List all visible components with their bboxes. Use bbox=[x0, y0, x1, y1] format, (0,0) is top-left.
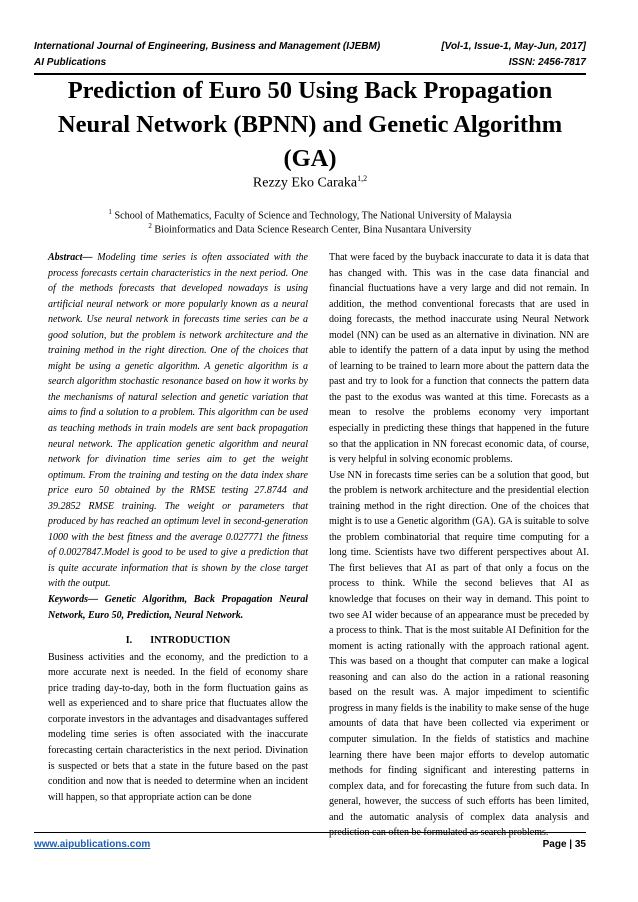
right-paragraph-1: That were faced by the buyback inaccurate to data it is data that has changed with. This was in the case data financial and financial fluctuations have a very large and did not remain. In addition, the method conventional forecasts that are used in doing forecasts, the method inaccurate using Neural Network model (NN) can be used as an alternative in divination. NN are able to identify the pattern of a data input by using the method of learning to be trained to learn more about the pattern data the past and try to look for a function that connects the pattern data the past to the exodus was wanted at this time. Forecasts as a mean to resolve the problems economy very important especially in predicting these things that happened in the future so that the application in NN forecast economic data, of course, is very helpful in solving economic problems. bbox=[329, 252, 589, 466]
abstract-label: Abstract— bbox=[48, 252, 93, 263]
publisher-name: AI Publications bbox=[34, 57, 107, 68]
affiliation-1-sup: 1 bbox=[108, 208, 112, 216]
right-paragraph-2: Use NN in forecasts time series can be a solution that good, but the problem is network architecture and the presidential election training method in the right direction. One of the choices that might is to use a Genetic algorithm (GA). GA is suitable to solve the problem combinatorial that require time computing for a long time. Scientists have two different perspectives about AI. The first believes that AI as part of that only a focus on the process to think. While the second believes that AI as knowledge that focuses on their way in demand. This point to two see AI wider because of an appearance must be preceded by a process to think. That is the most suitable AI Definition for the moment is acting rationally with the approach rational agent. This was based on a thought that computer can make a logical reasoning and can also do the action in a rational reasoning based on the result was. A major impediment to scientific progress in many fields is the inability to make sense of the huge amounts of data that have been collected via experiment or computer simulation. In the fields of statistics and machine learning there have been major efforts to develop automatic methods for finding significant and interesting patterns in complex data, and for forecasting the future from such data. In general, however, the success of such efforts has been limited, and the automatic analysis of complex data analysis and bbox=[329, 469, 589, 823]
running-header-line2 bbox=[34, 57, 586, 68]
right-column bbox=[329, 250, 589, 841]
abstract bbox=[48, 250, 308, 592]
affiliation-2 bbox=[34, 222, 586, 235]
issn: ISSN: 2456-7817 bbox=[508, 57, 586, 68]
author-superscript: 1,2 bbox=[357, 174, 368, 183]
keywords bbox=[48, 592, 308, 623]
author-name: Rezzy Eko Caraka bbox=[252, 175, 358, 191]
abstract-text: Modeling time series is often associated with the process forecasts certain characteristics in the next period. One of the methods forecasts that developed nowadays is using artificial neural network or more popularly known as a neural network. Use neural network in forecasts time series can be a good solution, but the problem is network architecture and the training method in the right direction. One of the choices that might be using a genetic algorithm. A genetic algorithm is a search algorithm stochastic resonance based on how it works by the mechanisms of natural selection and genetic variation that aims to find a solution to a problem. This algorithm can be used as teaching methods in train models are sent back propagation neural network. The application genetic algorithm and neural network for divination time series aim to get the weight optimum. From the training and testing on the data index share price euro 50 obtained by the RMSE testing 27.8744 and 39.2852 RMSE training. The weight or parameters that produced by has reached an optimum level in second-generation 1000 with the best fitness and the average 0.027771 the fitness of 0.0027847.Model is good to be used to give a prediction that is quite accurate information that is shown by the close target with the output. bbox=[48, 252, 308, 590]
journal-name: International Journal of Engineering, Business and Management (IJEBM) bbox=[34, 41, 381, 52]
affiliation-1-text: School of Mathematics, Faculty of Science and Technology, The National University of Malaysia bbox=[114, 210, 512, 222]
volume-info: [Vol-1, Issue-1, May-Jun, 2017] bbox=[441, 41, 586, 52]
intro-paragraph: Business activities and the economy, and the prediction to a more accurate next is needed. In the field of economy share price trading day-to-day, both in the form fluctuation gains as well as experienced and to share price that fluctuates allow the corporate investors in the advantages and disadvantages suffered modeling time series is often associated with the inaccurate forecasting certain characteristics in the next period. Divination is suspected or bets that a state in the future based on the past condition and now that is needed to determine when an incident will happen, so that appropriate action can be done bbox=[48, 651, 308, 803]
section-title: INTRODUCTION bbox=[150, 635, 231, 647]
section-heading bbox=[48, 633, 308, 649]
section-number: I. bbox=[125, 635, 133, 647]
paper-title: Prediction of Euro 50 Using Back Propagation Neural Network (BPNN) and Genetic Algorithm (GA) bbox=[57, 77, 563, 172]
running-header-line1 bbox=[34, 41, 586, 52]
affiliation-1 bbox=[34, 208, 586, 221]
affiliation-2-sup: 2 bbox=[148, 222, 152, 230]
keywords-text: Genetic Algorithm, Back Propagation Neural Network, Euro 50, Prediction, Neural Network. bbox=[48, 594, 309, 621]
left-column bbox=[48, 250, 308, 805]
footer-url-link[interactable]: www.aipublications.com bbox=[34, 839, 151, 850]
keywords-label: Keywords— bbox=[48, 594, 98, 606]
footer-rule bbox=[34, 832, 586, 833]
author-line bbox=[34, 174, 586, 192]
page-number: Page | 35 bbox=[542, 839, 586, 850]
affiliation-2-text: Bioinformatics and Data Science Research Center, Bina Nusantara University bbox=[154, 224, 472, 236]
